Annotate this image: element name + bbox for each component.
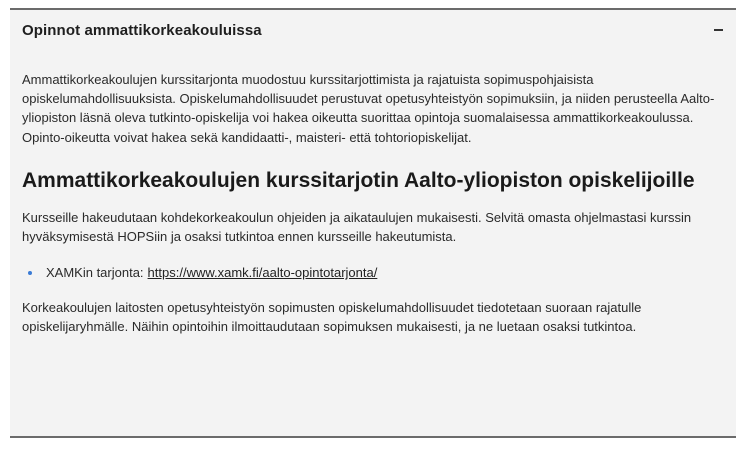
accordion-header[interactable] [10, 10, 736, 50]
minus-icon-bar [714, 29, 723, 31]
link-list [22, 263, 724, 282]
accordion-panel [10, 8, 736, 438]
list-item [22, 263, 724, 282]
closing-paragraph: Korkeakoulujen laitosten opetusyhteistyön sopimusten opiskelumahdollisuudet tiedotetaan suoraan rajatulle opiskelijaryhmälle. Näihin opintoihin ilmoittaudutaan sopimuksen mukaisesti, ja ne luetaan osaksi tutkintoa. [22, 300, 642, 335]
xamk-link[interactable]: https://www.xamk.fi/aalto-opintotarjonta/ [147, 265, 378, 281]
minus-icon[interactable] [710, 20, 726, 40]
accordion-body [10, 70, 736, 337]
section-paragraph: Kursseille hakeudutaan kohdekorkeakoulun ohjeiden ja aikataulujen mukaisesti. Selvitä omasta ohjelmastasi kurssin hyväksymisestä HOPSiin ja osaksi tutkintoa ennen kursseille hakeutumista. [22, 209, 692, 245]
bullet-icon [28, 271, 32, 275]
section-heading: Ammattikorkeakoulujen kurssitarjotin Aalto-yliopiston opiskelijoille [22, 168, 695, 192]
intro-paragraph: Ammattikorkeakoulujen kurssitarjonta muodostuu kurssitarjottimista ja rajatuista sopimuspohjaisista opiskelumahdollisuuksista. Opiskelumahdollisuudet perustuvat opetusyhteistyön sopimuksiin, ja niiden perusteella Aalto-yliopiston läsnä oleva tutkinto-opiskelija voi hakea oikeutta suorittaa opintoja suomalaisessa ammattikorkeakoulussa. Opinto-oikeutta voivat hakea sekä kandidaatti-, maisteri- että tohtoriopiskelijat. [22, 72, 715, 145]
accordion-title: Opinnot ammattikorkeakouluissa [22, 21, 262, 39]
link-label: XAMKin tarjonta: [46, 265, 144, 281]
